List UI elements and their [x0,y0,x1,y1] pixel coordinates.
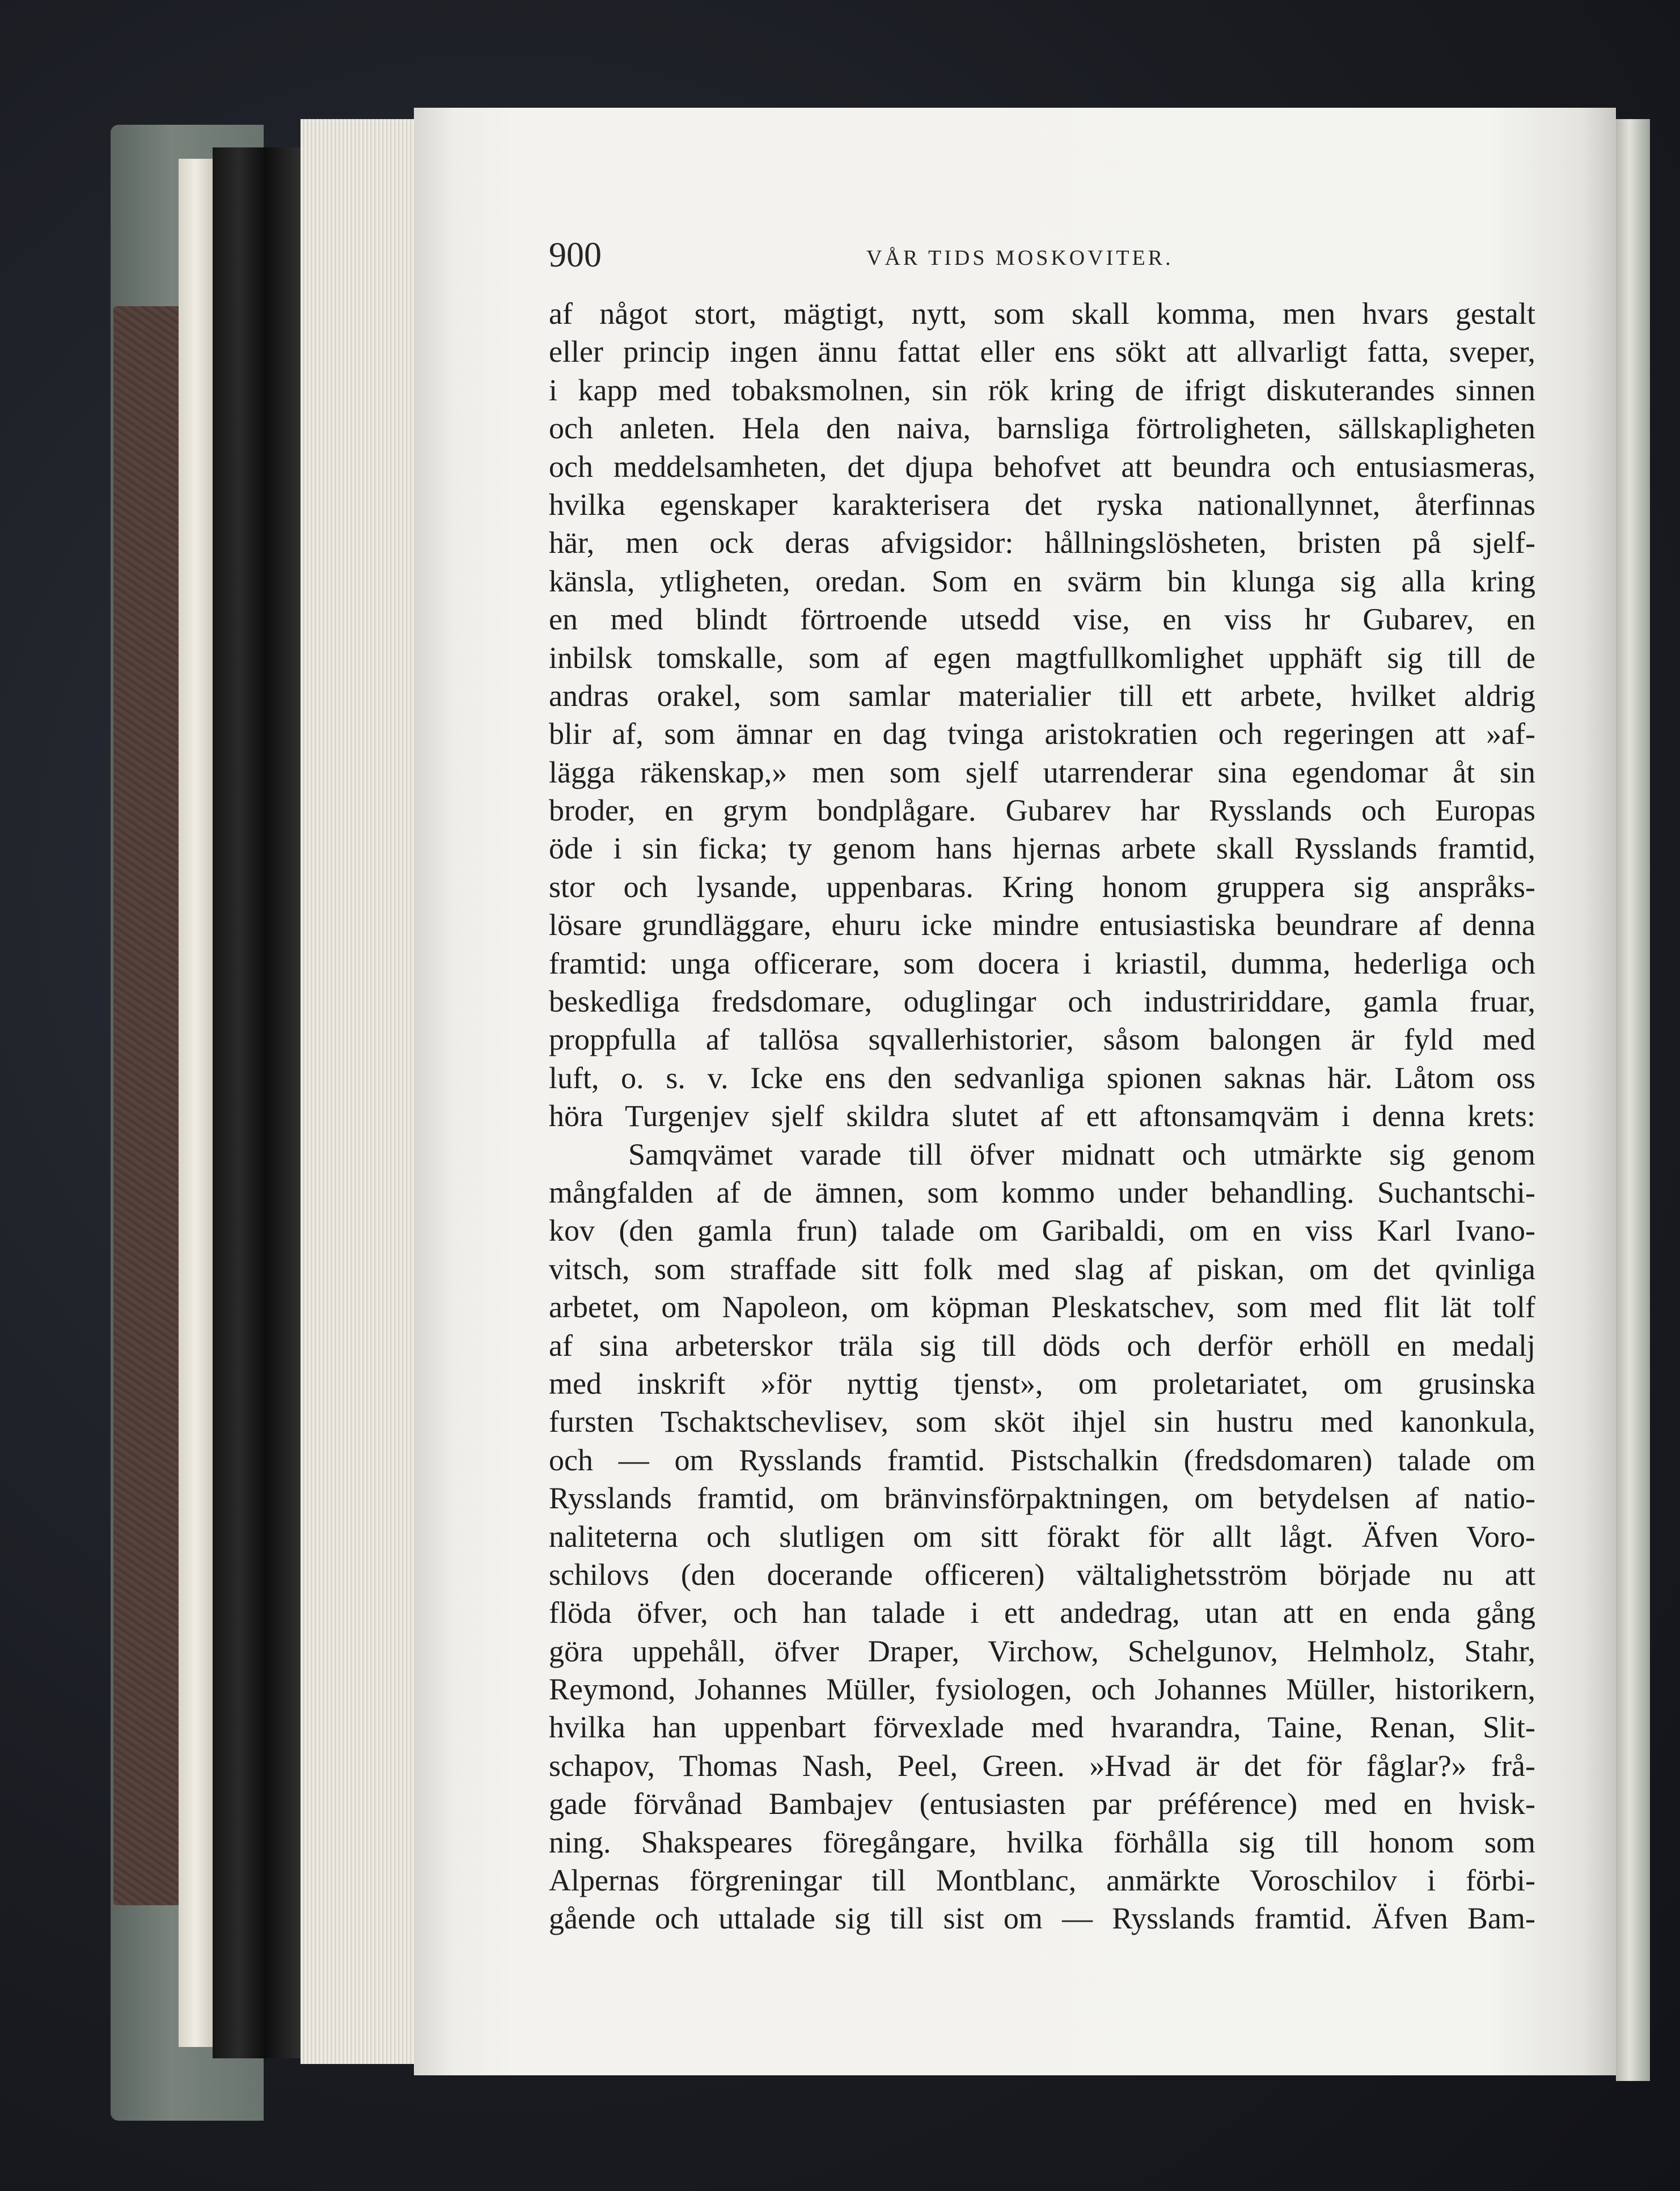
text-line: och anleten. Hela den naiva, barnsliga förtroligheten, sällskapligheten [549,411,1535,446]
running-title: VÅR TIDS MOSKOVITER. [866,246,1174,270]
page-edge-left [179,159,213,2047]
text-line: Reymond, Johannes Müller, fysiologen, och Johannes Müller, historikern, [549,1672,1535,1707]
page-header [549,230,1535,292]
text-line: af sina arbeterskor träla sig till döds och derför erhöll en medalj [549,1328,1535,1363]
text-line: höra Turgenjev sjelf skildra slutet af ett aftonsamqväm i denna krets: [549,1099,1535,1133]
text-line: framtid: unga officerare, som docera i kriastil, dumma, hederliga och [549,946,1535,980]
text-line: andras orakel, som samlar materialier till ett arbete, hvilket aldrig [549,678,1535,713]
text-line: känsla, ytligheten, oredan. Som en svärm bin klunga sig alla kring [549,564,1535,598]
text-line: och meddelsamheten, det djupa behofvet att beundra och entusiasmeras, [549,449,1535,484]
text-line: i kapp med tobaksmolnen, sin rök kring de ifrigt diskuterandes sinnen [549,373,1535,407]
text-line: blir af, som ämnar en dag tvinga aristokratien och regeringen att »af- [549,717,1535,751]
page-stack-edges [301,119,414,2064]
text-line: här, men ock deras afvigsidor: hållningslösheten, bristen på sjelf- [549,526,1535,560]
text-line: en med blindt förtroende utsedd vise, en viss hr Gubarev, en [549,602,1535,637]
text-line: lösare grundläggare, ehuru icke mindre entusiastiska beundrare af denna [549,908,1535,942]
book-cover-leather [113,306,181,1905]
page-edge-right [1616,119,1650,2081]
text-line: proppfulla af tallösa sqvallerhistorier, såsom balongen är fyld med [549,1022,1535,1057]
text-line: fursten Tschaktschevlisev, som sköt ihjel sin hustru med kanonkula, [549,1405,1535,1439]
text-line: gående och uttalade sig till sist om — Rysslands framtid. Äfven Bam- [549,1901,1535,1936]
text-line: naliteterna och slutligen om sitt förakt för allt lågt. Äfven Voro- [549,1519,1535,1554]
text-line: ning. Shakspeares föregångare, hvilka förhålla sig till honom som [549,1825,1535,1859]
text-line: Rysslands framtid, om bränvinsförpaktningen, om betydelsen af natio- [549,1481,1535,1516]
text-line: gade förvånad Bambajev (entusiasten par préférence) med en hvisk- [549,1787,1535,1821]
text-line: arbetet, om Napoleon, om köpman Pleskatschev, som med flit lät tolf [549,1290,1535,1325]
body-text [549,295,1535,1938]
text-line: schapov, Thomas Nash, Peel, Green. »Hvad är det för fåglar?» frå- [549,1748,1535,1783]
text-line: broder, en grym bondplågare. Gubarev har Rysslands och Europas [549,793,1535,828]
text-line: eller princip ingen ännu fattat eller ens sökt att allvarligt fatta, sveper, [549,335,1535,369]
text-line: af något stort, mägtigt, nytt, som skall komma, men hvars gestalt [549,297,1535,331]
text-line: vitsch, som straffade sitt folk med slag af piskan, om det qvinliga [549,1251,1535,1286]
text-line: schilovs (den docerande officeren) vältalighetsström började nu att [549,1557,1535,1592]
text-line: öde i sin ficka; ty genom hans hjernas arbete skall Rysslands framtid, [549,831,1535,866]
text-line: flöda öfver, och han talade i ett andedrag, utan att en enda gång [549,1596,1535,1630]
text-line: Alpernas förgreningar till Montblanc, anmärkte Voroschilov i förbi- [549,1863,1535,1898]
text-line: inbilsk tomskalle, som af egen magtfullkomlighet upphäft sig till de [549,640,1535,675]
paragraph-start-line: Samqvämet varade till öfver midnatt och utmärkte sig genom [628,1137,1535,1171]
text-line: hvilka egenskaper karakterisera det ryska nationallynnet, återfinnas [549,487,1535,522]
text-line: hvilka han uppenbart förvexlade med hvarandra, Taine, Renan, Slit- [549,1710,1535,1745]
text-line: mångfalden af de ämnen, som kommo under behandling. Suchantschi- [549,1175,1535,1209]
text-line: med inskrift »för nyttig tjenst», om proletariatet, om grusinska [549,1366,1535,1401]
book-gutter [213,147,301,2058]
text-line: göra uppehåll, öfver Draper, Virchow, Schelgunov, Helmholz, Stahr, [549,1634,1535,1668]
text-line: och — om Rysslands framtid. Pistschalkin (fredsdomaren) talade om [549,1443,1535,1477]
text-line: lägga räkenskap,» men som sjelf utarrenderar sina egendomar åt sin [549,755,1535,789]
page-number: 900 [549,236,602,274]
text-line: kov (den gamla frun) talade om Garibaldi, om en viss Karl Ivano- [549,1213,1535,1248]
text-line: luft, o. s. v. Icke ens den sedvanliga spionen saknas här. Låtom oss [549,1060,1535,1095]
text-line: beskedliga fredsdomare, oduglingar och industririddare, gamla fruar, [549,984,1535,1019]
text-line: stor och lysande, uppenbaras. Kring honom gruppera sig anspråks- [549,869,1535,904]
